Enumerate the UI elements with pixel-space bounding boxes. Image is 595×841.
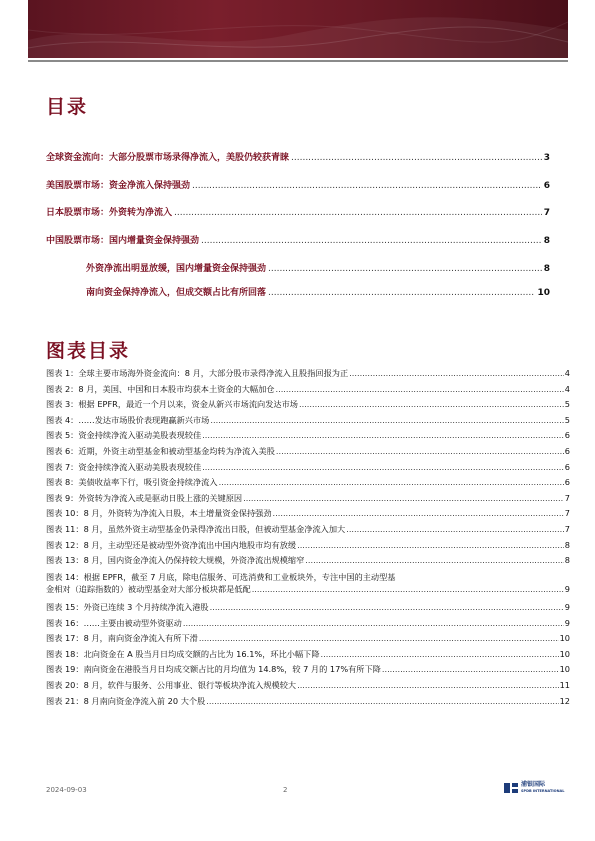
figure-entry-page: 6 [564, 461, 570, 472]
figure-entry-text: 图表 8：美债收益率下行，吸引资金持续净流入 [46, 477, 218, 488]
toc-entry-text: 中国股票市场：国内增量资金保持强劲 [46, 236, 200, 246]
figure-entry[interactable] [46, 680, 570, 691]
banner-wave-decoration [28, 0, 568, 58]
figure-entry-page: 7 [564, 524, 570, 534]
figure-leader-dots [202, 462, 564, 472]
toc-entry[interactable] [46, 233, 550, 246]
figure-entry-page: 7 [564, 508, 570, 519]
figure-leader-dots [202, 430, 564, 440]
figure-entry[interactable] [46, 633, 570, 644]
figure-entry[interactable] [46, 696, 570, 707]
figure-entry-text: 图表 20：8 月，软件与服务、公用事业、银行等板块净流入规模较大 [46, 680, 297, 690]
figure-entry[interactable] [46, 477, 570, 488]
figure-leader-dots [243, 493, 564, 503]
toc-leader-dots [268, 288, 535, 298]
figure-entry-text-line1: 图表 14：根据 EPFR，截至 7 月底，除电信服务、可选消费和工业板块外，专注中国的主动型基 [46, 571, 396, 582]
figure-entry-text: 图表 16：……主要由被动型外资驱动 [46, 617, 182, 628]
figure-entry[interactable] [46, 524, 570, 535]
figure-entry-text: 图表 3：根据 EPFR，最近一个月以来，资金从新兴市场流向发达市场 [46, 399, 298, 410]
figure-entry[interactable] [46, 571, 570, 595]
figure-entry[interactable] [46, 462, 570, 473]
figure-entry-text: 图表 1：全球主要市场海外资金流向：8 月，大部分股市录得净流入且股指回报为正 [46, 368, 349, 378]
figure-entry-page: 5 [564, 414, 570, 425]
toc-entry-page: 6 [543, 181, 550, 191]
figure-entry[interactable] [46, 618, 570, 629]
figure-leader-dots [252, 583, 564, 595]
toc-entry-page: 7 [543, 208, 550, 218]
figure-leader-dots [321, 649, 559, 659]
toc-leader-dots [291, 153, 542, 163]
figure-leader-dots [382, 664, 559, 674]
toc-entry-text: 日本股票市场：外资转为净流入 [46, 208, 173, 218]
logo-subtext: SPDB INTERNATIONAL [521, 789, 565, 793]
figure-entry[interactable] [46, 384, 570, 395]
header-rule [28, 60, 568, 62]
toc-entry[interactable] [86, 285, 550, 298]
figure-entry-text: 图表 5：资金持续净流入驱动美股表现较佳 [46, 430, 202, 441]
figure-entry[interactable] [46, 415, 570, 426]
figure-entry-page: 10 [559, 648, 570, 659]
figure-entry-text: 图表 9：外资转为净流入或是驱动日股上涨的关键原因 [46, 492, 243, 503]
figure-leader-dots [183, 618, 564, 628]
figure-entry-text: 图表 18：北向资金在 A 股当月日均成交额的占比为 16.1%，环比小幅下降 [46, 648, 320, 659]
figure-leader-dots [349, 368, 564, 378]
figure-entry-page: 8 [564, 539, 570, 550]
figure-leader-dots [276, 446, 564, 456]
toc-entry[interactable] [46, 150, 550, 163]
toc-entry[interactable] [86, 261, 550, 274]
figure-leader-dots [199, 633, 559, 643]
figures-title: 图表目录 [46, 340, 131, 362]
figure-entry[interactable] [46, 430, 570, 441]
figure-leader-dots [206, 696, 558, 706]
toc-entry[interactable] [46, 205, 550, 218]
figure-entry[interactable] [46, 540, 570, 551]
figure-entry-text: 图表 6：近期，外资主动型基金和被动型基金均转为净流入美股 [46, 446, 275, 456]
figure-entry-page: 10 [559, 633, 570, 644]
toc-leader-dots [174, 208, 542, 218]
toc-entry-page: 8 [543, 264, 550, 274]
logo-mark-icon [503, 781, 519, 795]
figure-entry-text-line2: 金相对（追踪指数的）被动型基金对大部分板块都是低配 [46, 583, 251, 594]
toc-entry-page: 3 [543, 153, 550, 163]
figure-entry-text: 图表 19：南向资金在港股当月日均成交额占比的月均值为 14.8%，较 7 月的 17%有所下降 [46, 664, 381, 675]
figure-entry[interactable] [46, 555, 570, 566]
footer-page-number: 2 [283, 786, 288, 794]
figure-entry-page: 5 [564, 399, 570, 410]
figure-entry-page: 12 [559, 695, 570, 706]
figure-entry-page: 11 [559, 680, 570, 690]
footer-date: 2024-09-03 [46, 786, 87, 794]
figure-entry[interactable] [46, 493, 570, 504]
figure-entry-text: 图表 10：8 月，外资转为净流入日股，本土增量资金保持强劲 [46, 508, 272, 519]
figure-leader-dots [210, 415, 563, 425]
figure-entry-page: 9 [564, 583, 570, 594]
figure-entry[interactable] [46, 602, 570, 613]
toc-entry-text: 全球资金流向：大部分股票市场录得净流入，美股仍较获青睐 [46, 153, 290, 163]
toc-entry-text: 外资净流出明显放缓，国内增量资金保持强劲 [86, 264, 267, 274]
figure-entry[interactable] [46, 664, 570, 675]
figure-leader-dots [297, 680, 558, 690]
toc-leader-dots [268, 264, 542, 274]
figure-leader-dots [297, 540, 564, 550]
figure-entry-page: 6 [564, 430, 570, 441]
figure-entry-page: 4 [564, 383, 570, 394]
figure-entry-page: 10 [559, 664, 570, 675]
figure-entry[interactable] [46, 399, 570, 410]
toc-entry-page: 8 [543, 236, 550, 246]
figure-leader-dots [219, 477, 564, 487]
figure-leader-dots [305, 555, 564, 565]
figure-entry-page: 6 [564, 477, 570, 488]
figure-leader-dots [299, 399, 564, 409]
figure-entry-page: 9 [564, 602, 570, 612]
toc-entry[interactable] [46, 178, 550, 191]
figure-entry-page: 4 [564, 368, 570, 378]
figure-entry-page: 9 [564, 617, 570, 628]
figure-entry-page: 7 [564, 492, 570, 503]
figure-entry-page: 6 [564, 446, 570, 456]
header-banner [28, 0, 568, 58]
figure-entry-text: 图表 17：8 月，南向资金净流入有所下滑 [46, 633, 198, 644]
figure-entry-text: 图表 12：8 月，主动型还是被动型外资净流出中国内地股市均有放缓 [46, 539, 297, 550]
toc-entry-text: 南向资金保持净流入，但成交额占比有所回落 [86, 288, 267, 298]
toc-title: 目录 [46, 96, 89, 118]
toc-entry-text: 美国股票市场：资金净流入保持强劲 [46, 181, 191, 191]
figure-entry-text: 图表 11：8 月，虽然外资主动型基金仍录得净流出日股，但被动型基金净流入加大 [46, 524, 346, 534]
figure-leader-dots [210, 602, 564, 612]
figure-entry-text: 图表 2：8 月，美国、中国和日本股市均获本土资金的大幅加仓 [46, 383, 275, 394]
figure-entry-text: 图表 15：外资已连续 3 个月持续净流入港股 [46, 602, 209, 612]
logo-text: 浦银国际 [521, 781, 546, 788]
toc-leader-dots [201, 236, 542, 246]
company-logo [503, 781, 564, 795]
figure-entry[interactable] [46, 508, 570, 519]
figure-entry-text: 图表 7：资金持续净流入驱动美股表现较佳 [46, 461, 202, 472]
figure-entry[interactable] [46, 649, 570, 660]
figure-leader-dots [346, 524, 564, 534]
figure-entry-text: 图表 21：8 月南向资金净流入前 20 大个股 [46, 695, 206, 706]
figure-entry[interactable] [46, 368, 570, 379]
figure-leader-dots [276, 384, 564, 394]
figure-entry-text: 图表 4：……发达市场股价表现跑赢新兴市场 [46, 414, 210, 425]
toc-leader-dots [192, 181, 542, 191]
toc-entry-page: 10 [537, 288, 550, 298]
figure-entry-page: 8 [564, 555, 570, 566]
figure-leader-dots [273, 508, 564, 518]
figure-entry-text: 图表 13：8 月，国内资金净流入仍保持较大规模，外资净流出规模缩窄 [46, 555, 305, 566]
figure-entry[interactable] [46, 446, 570, 457]
